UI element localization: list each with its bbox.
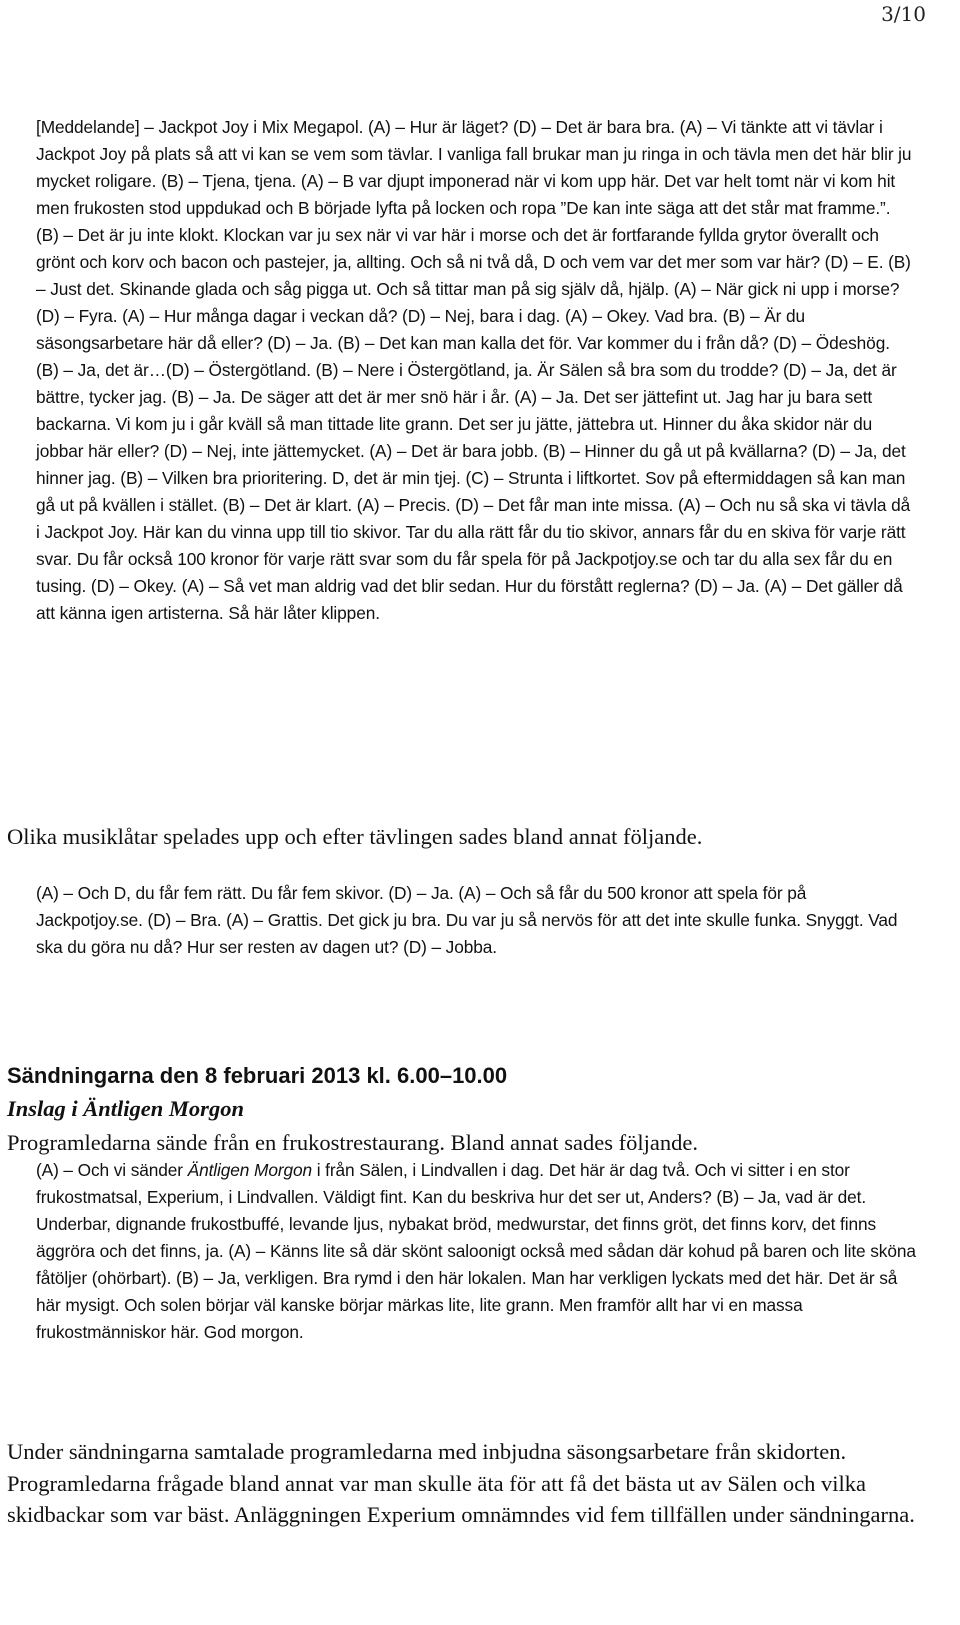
- narrative-paragraph-summary: Under sändningarna samtalade programledarna med inbjudna säsongsarbetare från skidorten. Programledarna frågade bland annat var man skulle äta för att få det bästa ut av Sälen och vilka skidbackar som var bäst. Anläggningen Experium omnämndes vid fem tillfällen under sändningarna.: [7, 1439, 915, 1527]
- transcript-rest: i från Sälen, i Lindvallen i dag. Det här är dag två. Och vi sitter i en stor frukostmatsal, Experium, i Lindvallen. Väldigt fint. Kan du beskriva hur det ser ut, Anders? (B) – Ja, vad är det. Underbar, dignande frukostbuffé, levande ljus, nybakat bröd, medwurstar, det finns gröt, det finns korv, det finns äggröra och det finns, ja. (A) – Känns lite så där skönt saloonigt också med sådan där kohud på baren och lite sköna fåtöljer (ohörbart). (B) – Ja, verkligen. Bra rymd i den här lokalen. Man har verkligen lyckats med det här. Det är så här mysigt. Och solen börjar väl kanske börjar märkas lite, lite grann. Men framför allt har vi en massa frukostmänniskor här. God morgon.: [36, 1160, 916, 1342]
- section-heading: Sändningarna den 8 februari 2013 kl. 6.00–10.00: [7, 1063, 508, 1088]
- transcript-block-jackpot-joy: [Meddelande] – Jackpot Joy i Mix Megapol. (A) – Hur är läget? (D) – Det är bara bra. (A) – Vi tänkte att vi tävlar i Jackpot Joy på plats så att vi kan se vem som tävlar. I vanliga fall brukar man ju ringa in och tävla men det här blir ju mycket roligare. (B) – Tjena, tjena. (A) – B var djupt imponerad när vi kom upp här. Det var helt tomt när vi kom hit men frukosten stod uppdukad och B började lyfta på locken och ropa ”De kan inte säga att det står mat framme.”. (B) – Det är ju inte klokt. Klockan var ju sex när vi var här i morse och det är fortfarande fyllda grytor överallt och grönt och korv och bacon och pastejer, ja, allting. Och så ni två då, D och vem var det mer som var här? (D) – E. (B) – Just det. Skinande glada och såg pigga ut. Och så tittar man på sig själv då, hjälp. (A) – När gick ni upp i morse? (D) – Fyra. (A) – Hur många dagar i veckan då? (D) – Nej, bara i dag. (A) – Okey. Vad bra. (B) – Är du säsongsarbetare här då eller? (D) – Ja. (B) – Det kan man kalla det för. Var kommer du i från då? (D) – Ödeshög. (B) – Ja, det är…(D) – Östergötland. (B) – Nere i Östergötland, ja. Är Sälen så bra som du trodde? (D) – Ja, det är bättre, tycker jag. (B) – Ja. De säger att det är mer snö här i år. (A) – Ja. Det ser jättefint ut. Jag har ju bara sett backarna. Vi kom ju i går kväll så man tittade lite grann. Det ser ju jätte, jättebra ut. Hinner du åka skidor när du jobbar här eller? (D) – Nej, inte jättemycket. (A) – Det är bara jobb. (B) – Hinner du gå ut på kvällarna? (D) – Ja, det hinner jag. (B) – Vilken bra prioritering. D, det är min tjej. (C) – Strunta i liftkortet. Sov på eftermiddagen så kan man gå ut på kvällen i stället. (B) – Det är klart. (A) – Precis. (D) – Det får man inte missa. (A) – Och nu så ska vi tävla då i Jackpot Joy. Här kan du vinna upp till tio skivor. Tar du alla rätt får du tio skivor, annars får du en skiva för varje rätt svar. Du får också 100 kronor för varje rätt svar som du får spela för på Jackpotjoy.se och tar du alla sex får du en tusing. (D) – Okey. (A) – Så vet man aldrig vad det blir sedan. Hur du förstått reglerna? (D) – Ja. (A) – Det gäller då att känna igen artisterna. Så här låter klippen.: [36, 117, 912, 623]
- narrative-paragraph-restaurant: Programledarna sände från en frukostrestaurang. Bland annat sades följande.: [7, 1130, 698, 1155]
- program-name: Äntligen Morgon: [187, 1160, 313, 1180]
- section-subheading: Inslag i Äntligen Morgon: [7, 1096, 244, 1121]
- transcript-prefix: (A) – Och vi sänder: [36, 1160, 188, 1180]
- transcript-block-result: (A) – Och D, du får fem rätt. Du får fem skivor. (D) – Ja. (A) – Och så får du 500 kronor att spela för på Jackpotjoy.se. (D) – Bra. (A) – Grattis. Det gick ju bra. Du var ju så nervös för att det inte skulle funka. Snyggt. Vad ska du göra nu då? Hur ser resten av dagen ut? (D) – Jobba.: [36, 883, 898, 957]
- page-number: 3/10: [881, 2, 926, 26]
- transcript-block-morning: [36, 1157, 916, 1346]
- narrative-paragraph-music: Olika musiklåtar spelades upp och efter tävlingen sades bland annat följande.: [7, 824, 703, 849]
